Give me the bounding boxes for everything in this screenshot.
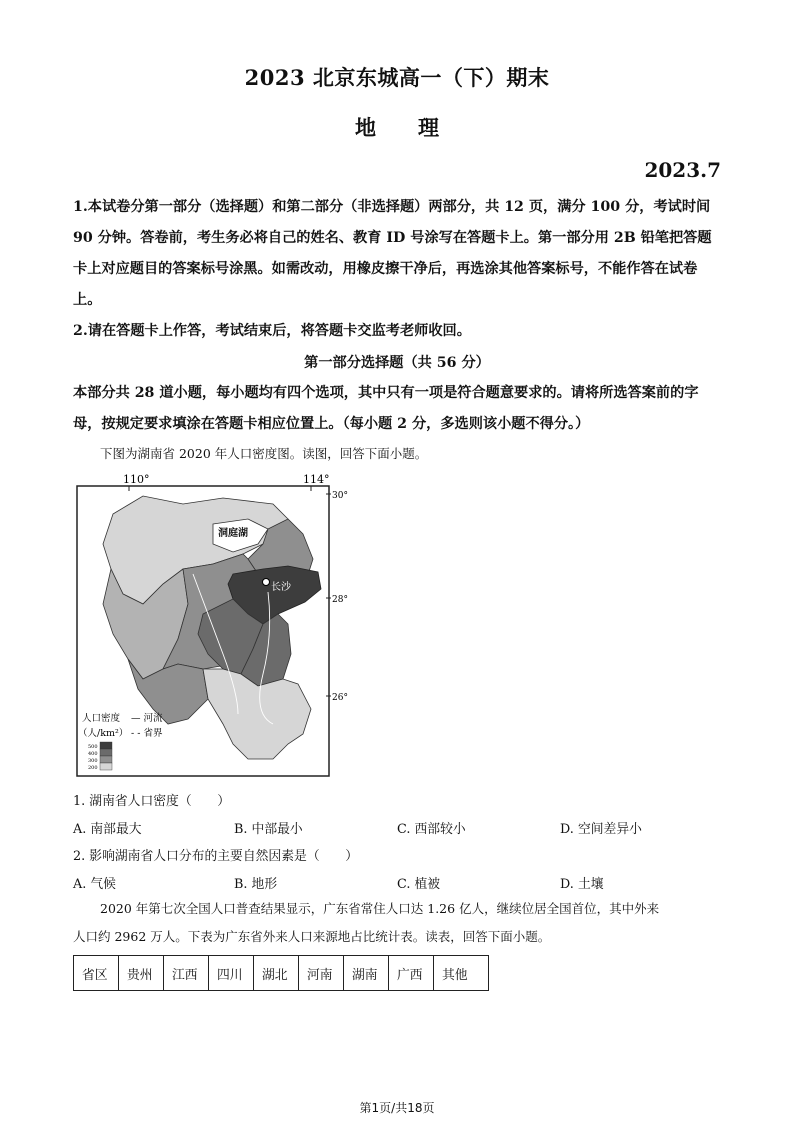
legend-swatch-300 — [100, 756, 112, 763]
table-cell: 河南 — [299, 956, 344, 991]
section-intro: 本部分共 28 道小题，每小题均有四个选项，其中只有一项是符合题意要求的。请将所选答案前的字母，按规定要求填涂在答题卡相应位置上。（每小题 2 分，多选则该小题不得分。） — [73, 385, 699, 432]
legend-river: — 河流 — [131, 713, 163, 724]
q2-option-b[interactable]: B. 地形 — [234, 877, 278, 892]
table-cell: 其他 — [434, 956, 489, 991]
table-cell: 湖南 — [344, 956, 389, 991]
q1-option-d[interactable]: D. 空间差异小 — [560, 822, 642, 837]
section-heading: 第一部分选择题（共 56 分） — [304, 355, 490, 371]
legend-value-300: 300 — [88, 758, 98, 764]
subject-title: 地 理 — [355, 115, 439, 140]
q1-option-c[interactable]: C. 西部较小 — [397, 822, 466, 837]
lon-114-label: 114° — [303, 474, 330, 486]
legend-swatch-400 — [100, 749, 112, 756]
instruction-2: 2.请在答题卡上作答，考试结束后，将答题卡交监考老师收回。 — [73, 323, 471, 339]
q2-option-a[interactable]: A. 气候 — [73, 877, 116, 892]
exam-date: 2023.7 — [644, 158, 721, 182]
table-row — [74, 956, 489, 991]
changsha-dot — [263, 579, 270, 586]
hunan-density-map — [73, 474, 353, 780]
legend-border: - - 省界 — [131, 728, 163, 739]
gd-intro-line-1: 2020 年第七次全国人口普查结果显示，广东省常住人口达 1.26 亿人，继续位居全国首位，其中外来 — [100, 901, 660, 916]
lat-30-label: 30° — [332, 491, 348, 501]
exam-title: 2023 北京东城高一（下）期末 — [244, 65, 550, 90]
table-cell: 贵州 — [119, 956, 164, 991]
table-cell: 四川 — [209, 956, 254, 991]
legend-swatch-500 — [100, 742, 112, 749]
question-2-stem: 2. 影响湖南省人口分布的主要自然因素是（ ） — [73, 849, 359, 864]
map-svg — [73, 474, 353, 780]
lat-28-label: 28° — [332, 595, 348, 605]
lat-26-label: 26° — [332, 693, 348, 703]
lake-label: 洞庭湖 — [218, 528, 248, 539]
q1-option-b[interactable]: B. 中部最小 — [234, 822, 303, 837]
q2-option-d[interactable]: D. 土壤 — [560, 877, 604, 892]
question-1-stem: 1. 湖南省人口密度（ ） — [73, 794, 231, 809]
q2-option-c[interactable]: C. 植被 — [397, 877, 441, 892]
map-intro: 下图为湖南省 2020 年人口密度图。读图，回答下面小题。 — [100, 446, 428, 461]
changsha-label: 长沙 — [271, 582, 291, 593]
instruction-1: 1.本试卷分第一部分（选择题）和第二部分（非选择题）两部分，共 12 页，满分 100 分，考试时间 90 分钟。答卷前，考生务必将自己的姓名、教育 ID 号涂写在答题卡上。第一部分用 2B 铅笔把答题卡上对应题目的答案标号涂黑。如需改动，用橡皮擦干净后，再选涂其他答案标号，不能作答在试卷上。 — [73, 199, 712, 308]
legend-value-200: 200 — [88, 765, 98, 771]
source-province-table — [73, 955, 489, 991]
legend-value-500: 500 — [88, 744, 98, 750]
table-cell: 省区 — [74, 956, 119, 991]
legend-swatch-200 — [100, 763, 112, 770]
legend-title-1: 人口密度 — [82, 713, 121, 724]
lon-110-label: 110° — [123, 474, 150, 486]
gd-intro-line-2: 人口约 2962 万人。下表为广东省外来人口来源地占比统计表。读表，回答下面小题。 — [73, 929, 551, 944]
legend-title-2: （人/km²） — [78, 728, 129, 739]
table-cell: 湖北 — [254, 956, 299, 991]
table-cell: 江西 — [164, 956, 209, 991]
table-cell: 广西 — [389, 956, 434, 991]
page-footer: 第1页/共18页 — [359, 1101, 435, 1115]
q1-option-a[interactable]: A. 南部最大 — [73, 822, 142, 837]
legend-value-400: 400 — [88, 751, 98, 757]
